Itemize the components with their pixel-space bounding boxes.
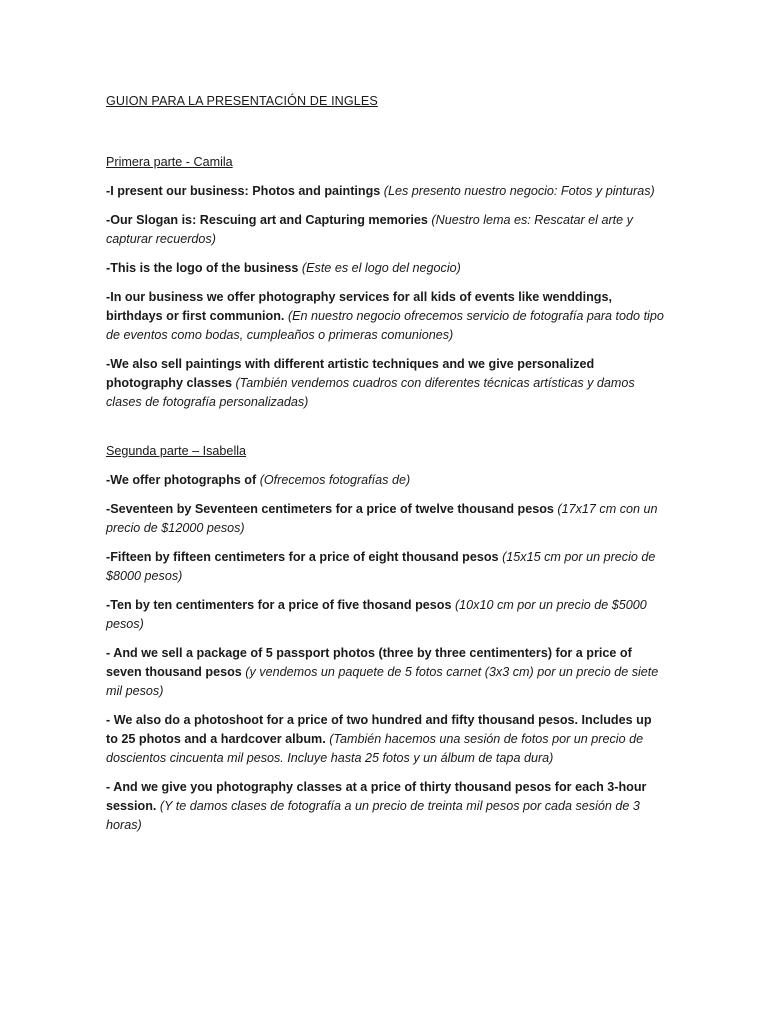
spanish-translation: (y vendemos un paquete de 5 fotos carnet (3x3 cm) por un precio de siete mil pesos) — [106, 665, 659, 698]
section-heading: Segunda parte – Isabella — [106, 444, 247, 458]
spanish-translation: (Ofrecemos fotografías de) — [259, 473, 411, 487]
english-text: -Seventeen by Seventeen centimeters for a price of twelve thousand pesos — [106, 502, 554, 516]
paragraph — [106, 182, 666, 201]
paragraph — [106, 500, 666, 538]
english-text: -Ten by ten centimenters for a price of five thosand pesos — [106, 598, 452, 612]
paragraph — [106, 288, 666, 345]
paragraph — [106, 711, 666, 768]
spanish-translation: (En nuestro negocio ofrecemos servicio de fotografía para todo tipo de eventos como bodas, cumpleaños o primeras comuniones) — [106, 309, 664, 342]
english-text: - And we give you photography classes at a price of thirty thousand pesos for each 3-hour session. — [106, 780, 647, 813]
paragraph — [106, 211, 666, 249]
spanish-translation: (También hacemos una sesión de fotos por un precio de doscientos cincuenta mil pesos. Incluye hasta 25 fotos y un álbum de tapa dura) — [106, 732, 644, 765]
section-primera-parte — [106, 153, 666, 412]
paragraph — [106, 778, 666, 835]
spanish-translation: (17x17 cm con un precio de $12000 pesos) — [106, 502, 658, 535]
english-text: -We also sell paintings with different artistic techniques and we give personalized photography classes — [106, 357, 595, 390]
document-title: GUION PARA LA PRESENTACIÓN DE INGLES — [106, 94, 378, 108]
english-text: - And we sell a package of 5 passport photos (three by three centimenters) for a price of seven thousand pesos — [106, 646, 632, 679]
spanish-translation: (10x10 cm por un precio de $5000 pesos) — [106, 598, 647, 631]
paragraph — [106, 355, 666, 412]
paragraph — [106, 644, 666, 701]
english-text: -In our business we offer photography services for all kids of events like wenddings, birthdays or first communion. — [106, 290, 612, 323]
section-segunda-parte — [106, 442, 666, 835]
english-text: - We also do a photoshoot for a price of two hundred and fifty thousand pesos. Includes up to 25 photos and a hardcover album. — [106, 713, 652, 746]
spanish-translation: (También vendemos cuadros con diferentes técnicas artísticas y damos clases de fotografía personalizadas) — [106, 376, 635, 409]
paragraph — [106, 471, 666, 490]
document-body — [106, 92, 666, 845]
spanish-translation: (Este es el logo del negocio) — [301, 261, 461, 275]
english-text: -This is the logo of the business — [106, 261, 299, 275]
english-text: -I present our business: Photos and paintings — [106, 184, 381, 198]
english-text: -Fifteen by fifteen centimeters for a price of eight thousand pesos — [106, 550, 499, 564]
paragraph — [106, 596, 666, 634]
english-text: -Our Slogan is: Rescuing art and Capturing memories — [106, 213, 428, 227]
english-text: -We offer photographs of — [106, 473, 257, 487]
spanish-translation: (Les presento nuestro negocio: Fotos y pinturas) — [383, 184, 655, 198]
paragraph — [106, 259, 666, 278]
spanish-translation: (Y te damos clases de fotografía a un precio de treinta mil pesos por cada sesión de 3 horas) — [106, 799, 640, 832]
paragraph — [106, 548, 666, 586]
spanish-translation: (15x15 cm por un precio de $8000 pesos) — [106, 550, 656, 583]
section-heading: Primera parte - Camila — [106, 155, 233, 169]
spanish-translation: (Nuestro lema es: Rescatar el arte y capturar recuerdos) — [106, 213, 633, 246]
